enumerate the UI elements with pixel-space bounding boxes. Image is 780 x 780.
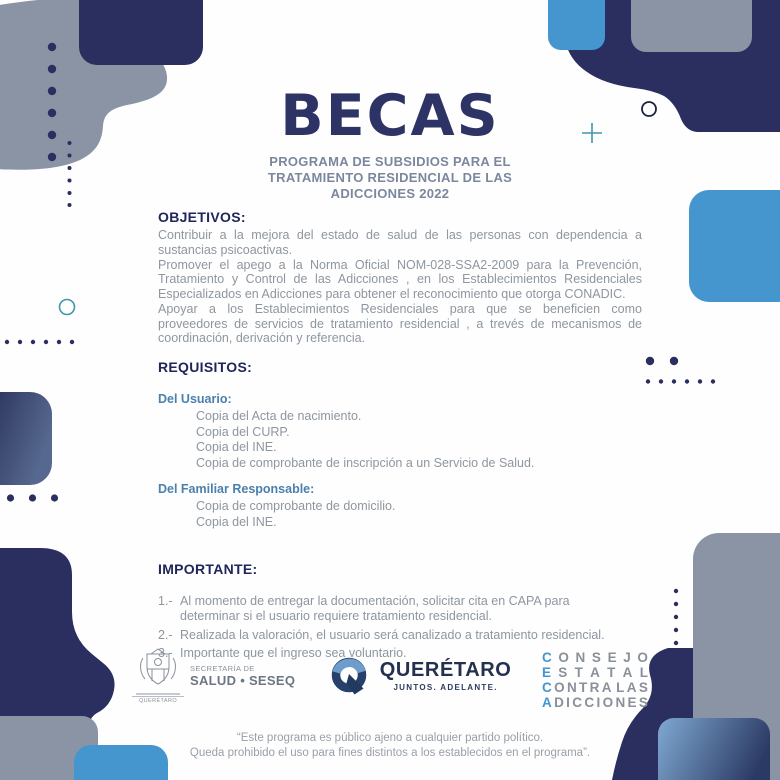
cea-logo — [542, 650, 648, 710]
item-text: Realizada la valoración, el usuario será canalizado a tratamiento residencial. — [180, 627, 605, 642]
footer-logos — [132, 647, 648, 710]
requisitos-group-usuario — [158, 392, 642, 471]
mid-left-dot-row — [5, 340, 74, 344]
requisito-item: Copia de comprobante de domicilio. — [196, 499, 396, 513]
queretaro-wordmark — [380, 660, 512, 692]
queretaro-name: QUERÉTARO — [379, 659, 512, 681]
requisito-item: Copia del Acta de nacimiento. — [196, 409, 362, 423]
item-text: Al momento de entregar la documentación, solicitar cita en CAPA para determinar si el usuario requiere tratamiento residencial. — [180, 594, 570, 624]
right-dot-row — [646, 379, 715, 383]
crest-minitext-line — [136, 693, 180, 695]
objetivos-paragraphs — [158, 228, 642, 346]
top-right-blue-rect — [548, 0, 605, 50]
importante-heading: IMPORTANTE: — [158, 561, 258, 577]
objetivo-paragraph: Apoyar a los Establecimientos Residenciales para que se beneficien como proveedores de servicios de tratamiento residencial , a trevés de mecanismos de coordinación, derivación y referencia. — [158, 301, 642, 346]
right-two-dots — [646, 357, 678, 365]
mid-left-ring-icon — [60, 300, 75, 315]
item-number: 2.- — [158, 627, 173, 642]
section-objetivos — [158, 209, 642, 346]
cea-logo-lines: C O N S E J O E S T A T A L C O N T R A L A S A D I C C I O N E S — [541, 650, 648, 711]
requisito-item: Copia del CURP. — [196, 424, 290, 439]
importante-item — [158, 594, 642, 625]
subtitle-line-3: ADICCIONES 2022 — [330, 185, 450, 201]
queretaro-q-icon — [326, 653, 372, 699]
requisito-item: Copia del INE. — [196, 440, 277, 454]
right-blue-rect — [689, 190, 780, 302]
subtitle-line-1: PROGRAMA DE SUBSIDIOS PARA EL — [269, 154, 511, 169]
title-block — [0, 83, 780, 202]
queretaro-slogan: JUNTOS. ADELANTE. — [393, 683, 498, 692]
crest-column — [132, 647, 184, 704]
item-text: Importante que el ingreso sea voluntario. — [180, 645, 407, 660]
top-right-slate-rect — [631, 0, 752, 52]
top-left-navy-rect — [79, 0, 203, 65]
requisito-item: Copia de comprobante de inscripción a un Servicio de Salud. — [196, 455, 535, 470]
disclaimer-line-2: Queda prohibido el uso para fines distintos a los establecidos en el programa”. — [189, 747, 591, 760]
requisitos-heading: REQUISITOS: — [158, 359, 253, 375]
crest-caption: QUERÉTARO — [132, 696, 184, 704]
section-requisitos — [158, 359, 642, 530]
disclaimer-line-1: “Este programa es público ajeno a cualquier partido político. — [236, 732, 544, 744]
item-number: 3.- — [158, 645, 173, 660]
group-title-familiar: Del Familiar Responsable: — [158, 482, 315, 496]
content-column — [158, 209, 642, 664]
requisito-item: Copia del INE. — [196, 514, 277, 529]
queretaro-logo — [326, 653, 512, 699]
objetivos-heading: OBJETIVOS: — [158, 209, 246, 225]
salud-name: SALUD • SESEQ — [190, 672, 296, 688]
objetivo-paragraph: Contribuir a la mejora del estado de salud de las personas con dependencia a sustancias psicoactivas. — [158, 228, 642, 257]
subtitle-line-2: TRATAMIENTO RESIDENCIAL DE LAS — [267, 169, 513, 185]
importante-item — [158, 628, 642, 643]
item-number: 1.- — [158, 594, 173, 608]
bottom-right-dot-column — [674, 589, 678, 658]
section-importante — [158, 561, 642, 661]
queretaro-crest-icon — [138, 647, 178, 691]
salud-text — [190, 664, 295, 688]
familiar-items — [158, 499, 642, 530]
program-subtitle — [0, 154, 780, 202]
objetivo-paragraph: Promover el apego a la Norma Oficial NOM-028-SSA2-2009 para la Prevención, Tratamiento y Control de las Adicciones , en los Establecimientos Residenciales Especializados en Adicciones para obtener el reconocimiento que otorga CONADIC. — [158, 257, 642, 301]
usuario-items — [158, 409, 642, 471]
salud-top-line: SECRETARÍA DE — [190, 663, 255, 673]
mid-left-three-dots — [7, 494, 58, 501]
page-title: BECAS — [280, 83, 500, 149]
mid-left-gradient-rect — [0, 392, 52, 485]
requisitos-group-familiar — [158, 482, 642, 530]
group-title-usuario: Del Usuario: — [158, 392, 232, 406]
salud-seseq-logo — [132, 647, 295, 704]
disclaimer — [90, 731, 690, 761]
